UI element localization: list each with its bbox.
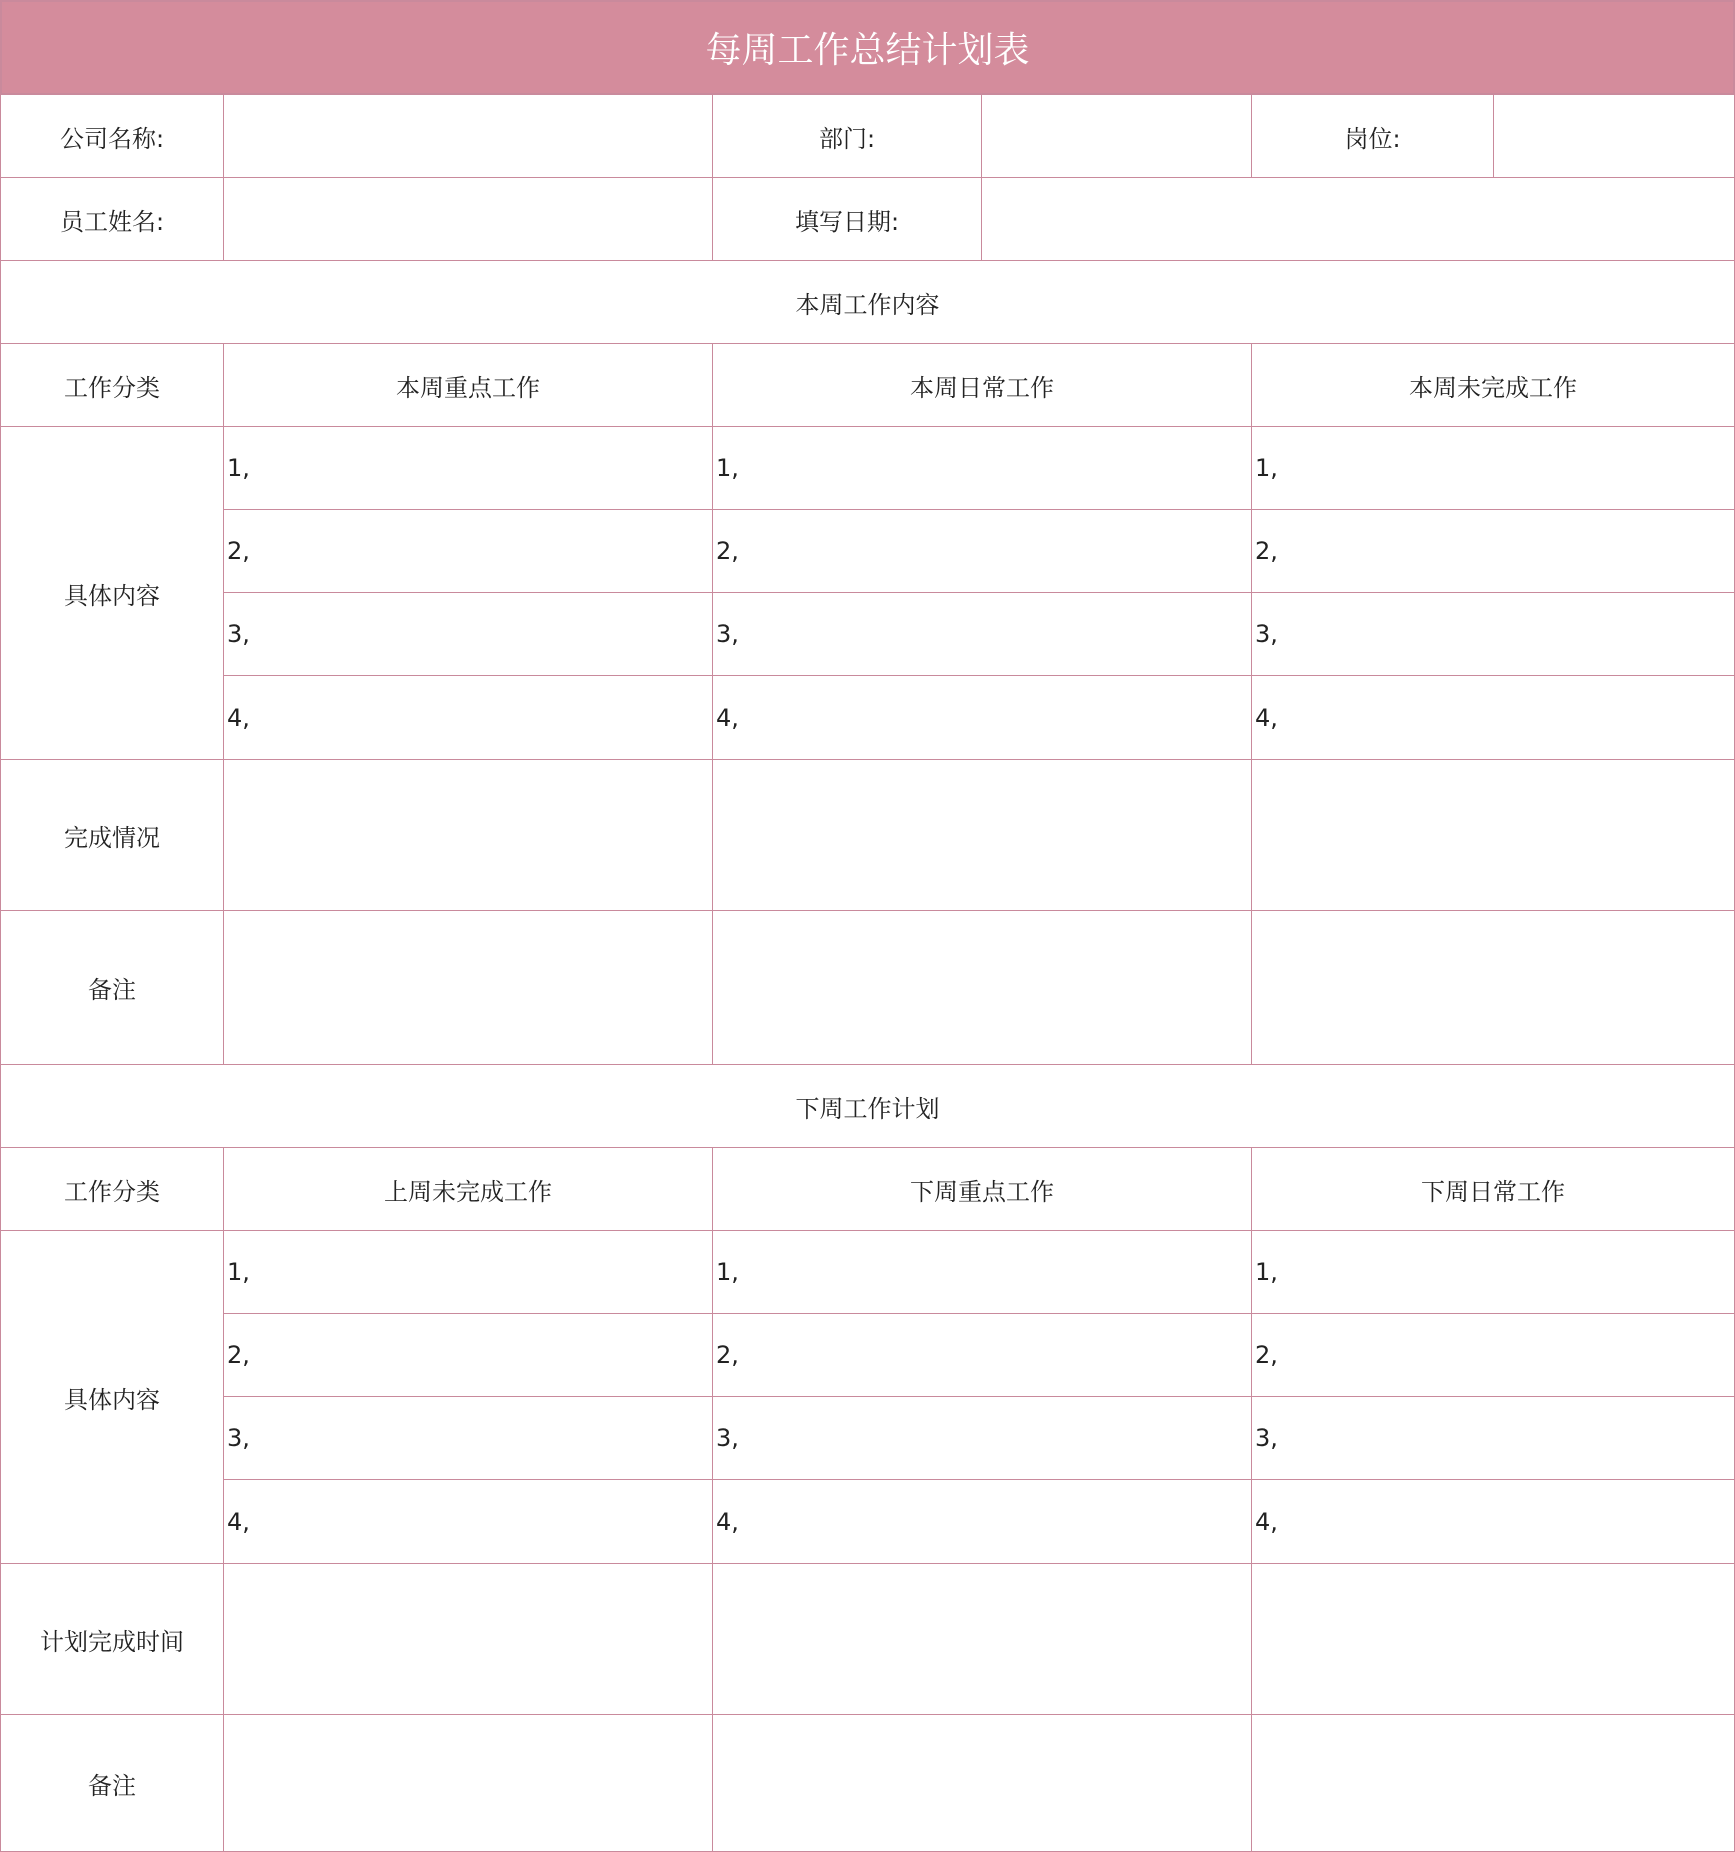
- this-week-item-cell[interactable]: 4,: [712, 675, 1252, 760]
- next-week-item-cell[interactable]: 1,: [712, 1230, 1252, 1314]
- this-week-remarks-field[interactable]: [712, 910, 1252, 1065]
- this-week-item-cell[interactable]: 4,: [1251, 675, 1735, 760]
- next-week-remarks-label: 备注: [0, 1714, 224, 1852]
- next-week-item-cell[interactable]: 2,: [1251, 1313, 1735, 1397]
- this-week-item-cell[interactable]: 2,: [712, 509, 1252, 593]
- this-week-item-cell[interactable]: 3,: [1251, 592, 1735, 676]
- next-week-remarks-field[interactable]: [223, 1714, 713, 1852]
- next-week-column-header: 下周日常工作: [1251, 1147, 1735, 1231]
- this-week-section-title: 本周工作内容: [0, 260, 1735, 344]
- department-label: 部门:: [712, 94, 982, 178]
- next-week-item-cell[interactable]: 4,: [712, 1479, 1252, 1564]
- position-field[interactable]: [1493, 94, 1735, 178]
- employee-name-label: 员工姓名:: [0, 177, 224, 261]
- next-week-content-label: 具体内容: [0, 1230, 224, 1564]
- next-week-item-cell[interactable]: 3,: [223, 1396, 713, 1480]
- this-week-item-cell[interactable]: 1,: [223, 426, 713, 510]
- planned-completion-time-label: 计划完成时间: [0, 1563, 224, 1715]
- next-week-column-header: 上周未完成工作: [223, 1147, 713, 1231]
- next-week-item-cell[interactable]: 4,: [1251, 1479, 1735, 1564]
- this-week-item-cell[interactable]: 3,: [223, 592, 713, 676]
- this-week-item-cell[interactable]: 1,: [1251, 426, 1735, 510]
- this-week-column-header: 本周未完成工作: [1251, 343, 1735, 427]
- this-week-item-cell[interactable]: 1,: [712, 426, 1252, 510]
- planned-completion-time-field[interactable]: [1251, 1563, 1735, 1715]
- this-week-remarks-field[interactable]: [1251, 910, 1735, 1065]
- next-week-item-cell[interactable]: 2,: [223, 1313, 713, 1397]
- next-week-column-header: 下周重点工作: [712, 1147, 1252, 1231]
- this-week-remarks-label: 备注: [0, 910, 224, 1065]
- this-week-item-cell[interactable]: 2,: [223, 509, 713, 593]
- next-week-item-cell[interactable]: 1,: [223, 1230, 713, 1314]
- next-week-item-cell[interactable]: 2,: [712, 1313, 1252, 1397]
- completion-status-field[interactable]: [223, 759, 713, 911]
- fill-date-field[interactable]: [981, 177, 1735, 261]
- planned-completion-time-field[interactable]: [223, 1563, 713, 1715]
- this-week-column-header: 本周重点工作: [223, 343, 713, 427]
- completion-status-field[interactable]: [1251, 759, 1735, 911]
- this-week-item-cell[interactable]: 2,: [1251, 509, 1735, 593]
- planned-completion-time-field[interactable]: [712, 1563, 1252, 1715]
- this-week-item-cell[interactable]: 3,: [712, 592, 1252, 676]
- next-week-remarks-field[interactable]: [712, 1714, 1252, 1852]
- employee-name-field[interactable]: [223, 177, 713, 261]
- company-name-label: 公司名称:: [0, 94, 224, 178]
- next-week-category-label: 工作分类: [0, 1147, 224, 1231]
- this-week-content-label: 具体内容: [0, 426, 224, 760]
- this-week-item-cell[interactable]: 4,: [223, 675, 713, 760]
- department-field[interactable]: [981, 94, 1252, 178]
- next-week-item-cell[interactable]: 3,: [1251, 1396, 1735, 1480]
- company-name-field[interactable]: [223, 94, 713, 178]
- next-week-item-cell[interactable]: 4,: [223, 1479, 713, 1564]
- next-week-item-cell[interactable]: 3,: [712, 1396, 1252, 1480]
- this-week-category-label: 工作分类: [0, 343, 224, 427]
- sheet-title: 每周工作总结计划表: [0, 0, 1735, 95]
- next-week-remarks-field[interactable]: [1251, 1714, 1735, 1852]
- completion-status-label: 完成情况: [0, 759, 224, 911]
- fill-date-label: 填写日期:: [712, 177, 982, 261]
- position-label: 岗位:: [1251, 94, 1494, 178]
- this-week-column-header: 本周日常工作: [712, 343, 1252, 427]
- completion-status-field[interactable]: [712, 759, 1252, 911]
- next-week-item-cell[interactable]: 1,: [1251, 1230, 1735, 1314]
- this-week-remarks-field[interactable]: [223, 910, 713, 1065]
- next-week-section-title: 下周工作计划: [0, 1064, 1735, 1148]
